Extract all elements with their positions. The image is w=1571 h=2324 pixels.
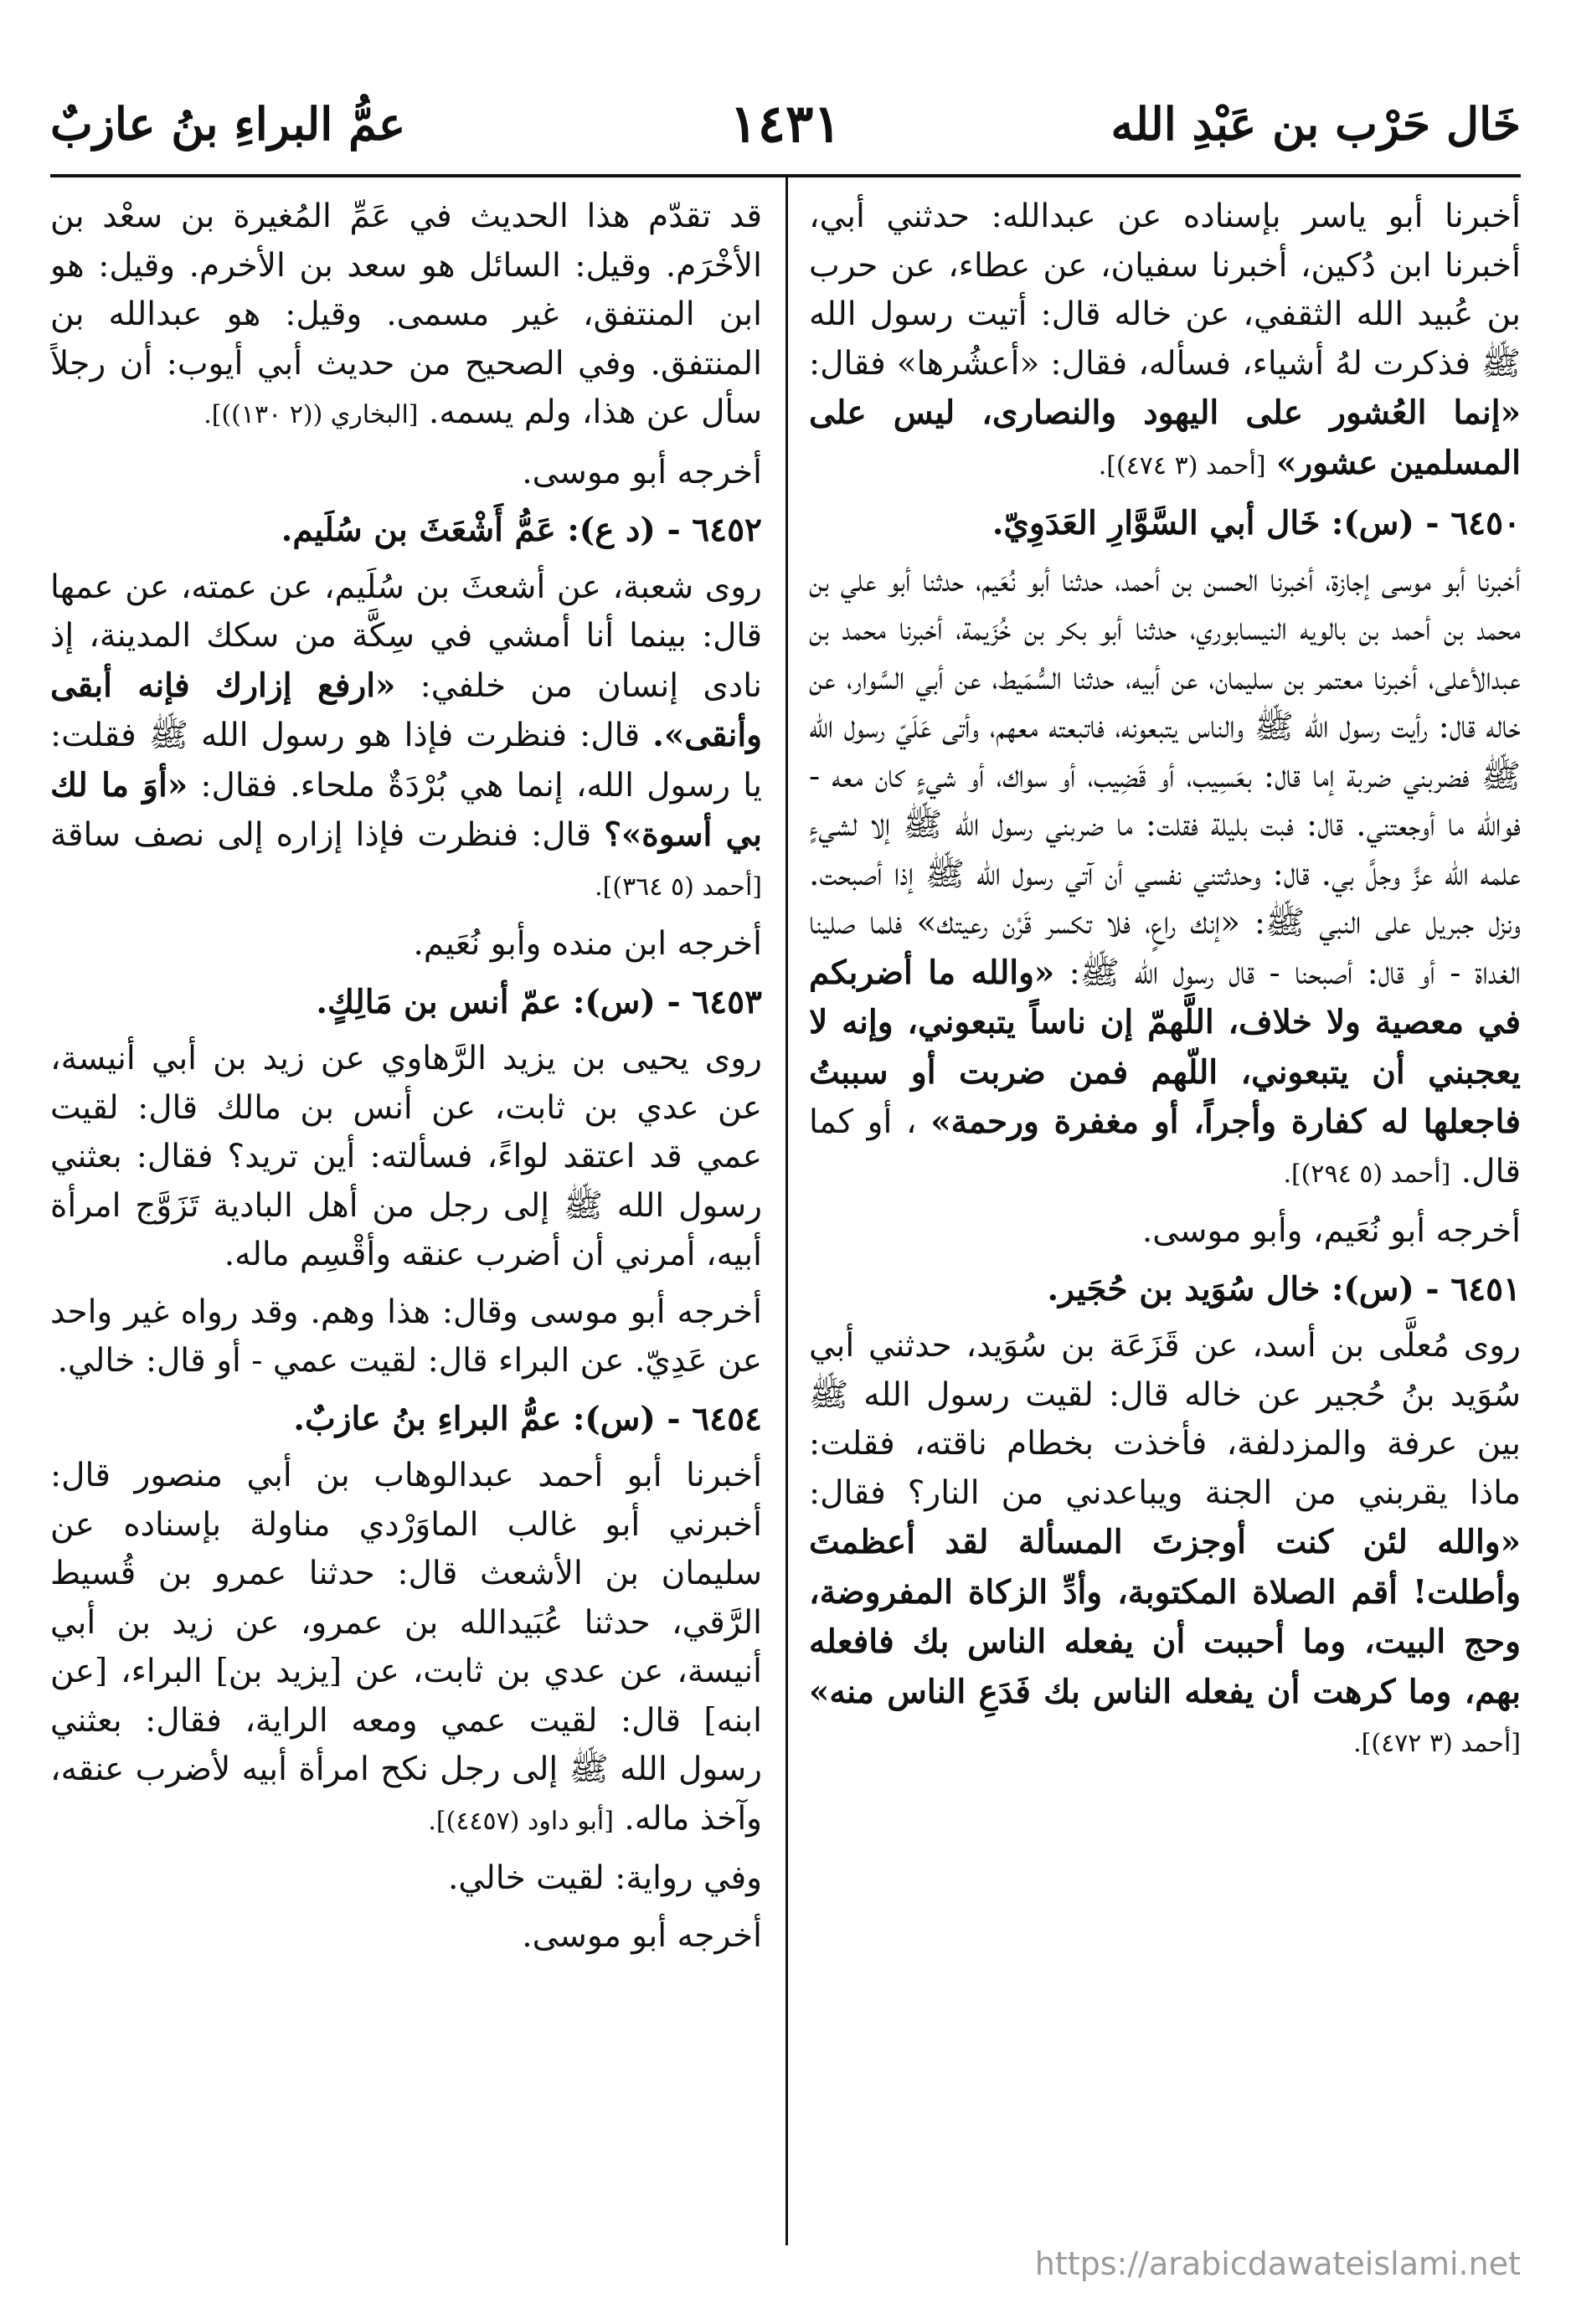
citation: [البخاري ((٢ ١٣٠))]. bbox=[203, 400, 419, 429]
text: قال: فنظرت فإذا إزاره إلى نصف ساقة bbox=[50, 816, 592, 854]
text: روى مُعلَّى بن أسد، عن قَزَعَة بن سُوَيد، حدثني أبي سُوَيد بنُ حُجير عن خاله قال: لقيت رسول الله ﷺ بين عرفة والمزدلفة، فأخذت بخطام ناقته، فقلت: ماذا يقربني من الجنة ويباعدني من النار؟ فقال: bbox=[809, 1327, 1521, 1512]
paragraph bbox=[50, 1854, 762, 1904]
hadith-quote: «إنما العُشور على اليهود والنصارى، ليس على المسلمين عشور» bbox=[809, 393, 1521, 482]
text: أخبرنا أبو موسى إجازة، أخبرنا الحسن بن أحمد، حدثنا أبو نُعَيم، حدثنا أبو علي بن محمد بن أحمد بن بالويه النيسابوري، حدثنا أبو بكر بن خُزَيمة، أخبرنا محمد بن عبدالأعلى، أخبرنا معتمر بن سليمان، عن أبيه، حدثنا السُّمَيط، عن أبي السَّوار، عن خاله قال: رأيت رسول الله ﷺ والناس يتبعونه، فاتبعته معهم، وأتى عَلَيّ رسول الله ﷺ فضربني ضربة إما قال: بعَسِيب، أو قَضِيب، أو سواك، أو شيءٍ كان معه - فوالله ما أوجعتني. قال: فبت بليلة فقلت: ما ضربني رسول الله ﷺ إلا لشيءٍ علمه الله عزَّ وجلَّ بي. قال: وحدثتني نفسي أن آتي رسول الله ﷺ إذا أصبحت. ونزل جبريل على النبي ﷺ: «إنك راعٍ، فلا تكسر قَرْن رعيتك» فلما صلينا الغداة - أو قال: أصبحنا - قال رسول الله ﷺ: bbox=[809, 561, 1521, 992]
page-number: ١٤٣١ bbox=[729, 93, 842, 154]
text: أخرجه أبو موسى. bbox=[522, 1916, 762, 1955]
entry-number: ٦٤٥٢ bbox=[692, 511, 762, 549]
entry-number: ٦٤٥١ bbox=[1450, 1269, 1521, 1309]
hadith-quote: «والله ما أضربكم في معصية ولا خلاف، اللَّهمّ إن ناساً يتبعوني، وإنه لا يعجبني أن يتبعوني، اللّهم فمن ضربت أو سببتُ فاجعلها له كفارة وأجراً، أو مغفرة ورحمة» bbox=[809, 953, 1521, 1141]
text: أخرجه أبو موسى وقال: هذا وهم. وقد رواه غير واحد عن عَدِيّ. عن البراء قال: لقيت عمي - أو قال: خالي. bbox=[50, 1293, 762, 1380]
entry-heading-6450 bbox=[809, 499, 1521, 548]
paragraph bbox=[50, 1452, 762, 1846]
text: أخرجه أبو نُعَيم، وأبو موسى. bbox=[1141, 1212, 1521, 1250]
citation: [أحمد (٣ ٤٧٢)]. bbox=[1353, 1729, 1521, 1758]
paragraph bbox=[809, 193, 1521, 491]
entry-title: - (س): عمّ أنس بن مَالِكٍ. bbox=[316, 982, 681, 1021]
column-divider bbox=[786, 177, 788, 2245]
text: ، أو كما قال. bbox=[809, 1103, 1521, 1190]
citation: [أحمد (٥ ٣٦٤)]. bbox=[595, 872, 762, 902]
citation: [أحمد (٣ ٤٧٤)]. bbox=[1098, 450, 1266, 481]
text: وفي رواية: لقيت خالي. bbox=[447, 1859, 762, 1897]
header-left-title: عمُّ البراءِ بنُ عازبٌ bbox=[50, 97, 406, 151]
paragraph bbox=[50, 449, 762, 498]
hadith-quote: «ارفع إزارك فإنه أبقى وأنقى». bbox=[50, 666, 762, 754]
entry-title: - (س): خَال أبي السَّوَّارِ العَدَوِيّ. bbox=[992, 504, 1440, 542]
right-column bbox=[809, 193, 1521, 2252]
paragraph bbox=[50, 1035, 762, 1280]
text: روى شعبة، عن أشعثَ بن سُلَيم، عن عمته، عن عمها قال: بينما أنا أمشي في سِكَّة من سكك المدينة، إذ نادى إنسان من خلفي: bbox=[50, 568, 762, 705]
paragraph bbox=[50, 1288, 762, 1386]
entry-number: ٦٤٥٤ bbox=[692, 1399, 762, 1438]
citation: [أحمد (٥ ٢٩٤)]. bbox=[1283, 1159, 1451, 1189]
paragraph bbox=[809, 557, 1521, 1200]
source-watermark: https://arabicdawateislami.net bbox=[1034, 2245, 1521, 2282]
paragraph bbox=[809, 1207, 1521, 1257]
text: قال: فنظرت فإذا هو رسول الله ﷺ فقلت: يا رسول الله، إنما هي بُرْدَةٌ ملحاء. فقال: bbox=[50, 717, 762, 805]
text: قد تقدّم هذا الحديث في عَمِّ المُغيرة بن سعْد بن الأخْرَم. وقيل: السائل هو سعد بن الأخرم. وقيل: هو ابن المنتفق، غير مسمى. وقيل: هو عبدالله بن المنتفق. وفي الصحيح من حديث أبي أيوب: أن رجلاً سأل عن هذا، ولم يسمه. bbox=[50, 198, 762, 431]
entry-heading-6452 bbox=[50, 506, 762, 555]
entry-heading-6454 bbox=[50, 1395, 762, 1444]
entry-title: - (س): عمُّ البراءِ بنُ عازبٌ. bbox=[293, 1399, 681, 1438]
paragraph bbox=[50, 193, 762, 440]
paragraph bbox=[50, 1912, 762, 1962]
paragraph bbox=[809, 1322, 1521, 1769]
hadith-quote: «والله لئن كنت أوجزتَ المسألة لقد أعظمتَ وأطلت! أقم الصلاة المكتوبة، وأدِّ الزكاة المفروضة، وحج البيت، وما أحببت أن يفعله الناس بك فافعله بهم، وما كرهت أن يفعله الناس بك فَدَعِ الناس منه» bbox=[809, 1523, 1521, 1711]
header-right-title: خَال حَرْب بن عَبْدِ الله bbox=[1110, 97, 1521, 151]
entry-title: - (د ع): عَمُّ أَشْعَثَ بن سُلَيم. bbox=[281, 511, 681, 549]
entry-heading-6453 bbox=[50, 978, 762, 1027]
entry-title: - (س): خال سُوَيد بن حُجَير. bbox=[1047, 1269, 1440, 1309]
entry-number: ٦٤٥٣ bbox=[692, 982, 762, 1021]
text: أخرجه ابن منده وأبو نُعَيم. bbox=[413, 925, 762, 963]
left-column bbox=[50, 193, 762, 2252]
text: أخبرنا أبو أحمد عبدالوهاب بن أبي منصور قال: أخبرني أبو غالب الماوَرْدي مناولة بإسناده عن سليمان بن الأشعث قال: حدثنا عمرو بن قُسيط الرَّقي، حدثنا عُبَيدالله بن عمرو، عن زيد بن أبي أنيسة، عن عدي بن ثابت، عن [يزيد بن] البراء، [عن ابنه] قال: لقيت عمي ومعه الراية، فقال: بعثني رسول الله ﷺ إلى رجل نكح امرأة أبيه لأضرب عنقه، وآخذ ماله. bbox=[50, 1457, 762, 1838]
hadith-quote: «أوَ ما لك بي أسوة»؟ bbox=[50, 765, 762, 854]
text: أخبرنا أبو ياسر بإسناده عن عبدالله: حدثني أبي، أخبرنا ابن دُكين، أخبرنا سفيان، عن عطاء، عن حرب بن عُبيد الله الثقفي، عن خاله قال: أتيت رسول الله ﷺ فذكرت لهُ أشياء، فسأله، فقال: «أعشُرها» فقال: bbox=[809, 198, 1521, 383]
entry-number: ٦٤٥٠ bbox=[1450, 504, 1521, 542]
paragraph bbox=[50, 563, 762, 913]
entry-heading-6451 bbox=[809, 1265, 1521, 1314]
paragraph bbox=[50, 920, 762, 969]
citation: [أبو داود (٤٤٥٧)]. bbox=[428, 1806, 614, 1836]
text: روى يحيى بن يزيد الرَّهاوي عن زيد بن أبي أنيسة، عن عدي بن ثابت، عن أنس بن مالك قال: لقيت عمي قد اعتقد لواءً، فسألته: أين تريد؟ فقال: بعثني رسول الله ﷺ إلى رجل من أهل البادية تَزَوَّج امرأة أبيه، أمرني أن أضرب عنقه وأقْسِم ماله. bbox=[50, 1040, 762, 1273]
text: أخرجه أبو موسى. bbox=[522, 453, 762, 491]
